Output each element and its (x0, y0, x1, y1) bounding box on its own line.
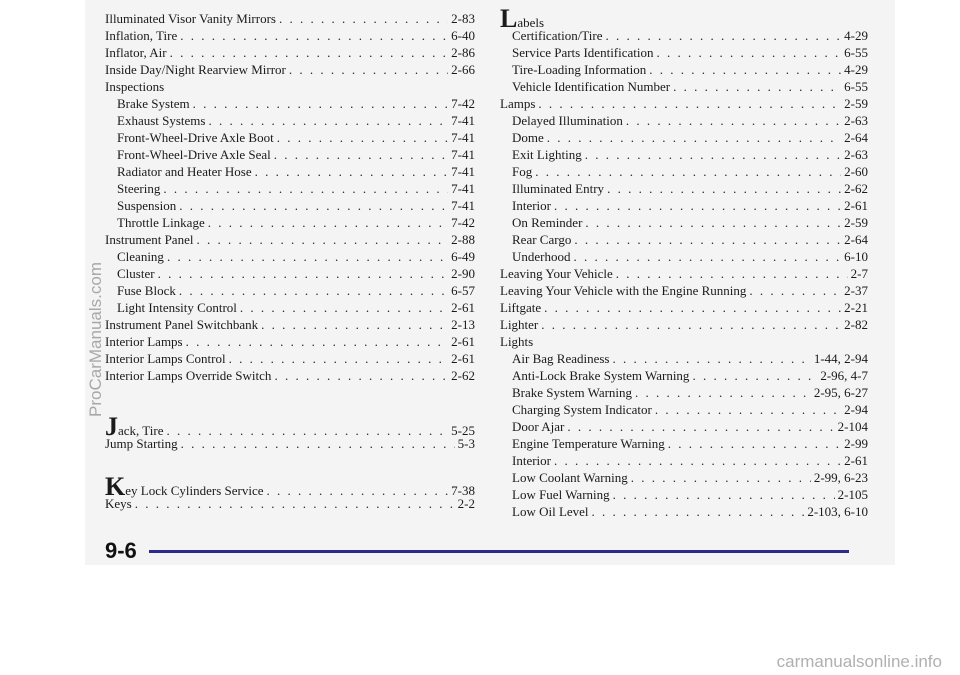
leader-dots (180, 27, 448, 44)
entry-text: Vehicle Identification Number (512, 79, 671, 94)
index-subentry (500, 44, 868, 61)
leader-dots (692, 367, 817, 384)
index-subentry (500, 350, 868, 367)
entry-text: Liftgate (500, 300, 542, 315)
index-column-left (105, 10, 475, 512)
leader-dots (547, 129, 841, 146)
index-subentry (500, 401, 868, 418)
entry-text: Light Intensity Control (117, 300, 237, 315)
entry-page: 2-64 (844, 130, 868, 145)
index-subentry (105, 299, 475, 316)
entry-page: 2-2 (457, 496, 475, 511)
entry-text: Inflation, Tire (105, 28, 178, 43)
entry-text: Illuminated Entry (512, 181, 605, 196)
bottom-watermark: carmanualsonline.info (776, 652, 942, 671)
entry-page: 5-3 (457, 436, 475, 451)
leader-dots (229, 350, 449, 367)
entry-page: 2-66 (451, 62, 475, 77)
entry-page: 6-57 (451, 283, 475, 298)
section-initial: J (105, 412, 118, 441)
leader-dots (167, 248, 448, 265)
leader-dots (592, 503, 805, 520)
entry-page: 7-41 (451, 198, 475, 213)
entry-text: Interior (512, 198, 551, 213)
leader-dots (649, 61, 841, 78)
leader-dots (186, 333, 449, 350)
leader-dots (240, 299, 448, 316)
entry-text: Anti-Lock Brake System Warning (512, 368, 690, 383)
index-heading: Lights (500, 334, 534, 349)
leader-dots (208, 112, 448, 129)
entry-page: 2-61 (451, 300, 475, 315)
index-entry (500, 316, 868, 333)
leader-dots (554, 452, 841, 469)
entry-text: Lamps (500, 96, 536, 111)
section-heading-l (500, 4, 868, 33)
leader-dots (158, 265, 449, 282)
index-subentry (500, 367, 868, 384)
footer-rule (149, 550, 849, 553)
leader-dots (567, 418, 834, 435)
index-subentry (500, 214, 868, 231)
index-subentry (105, 180, 475, 197)
leader-dots (673, 78, 841, 95)
entry-page: 2-94 (844, 402, 868, 417)
entry-page: 2-86 (451, 45, 475, 60)
entry-page: 7-41 (451, 181, 475, 196)
leader-dots (179, 197, 448, 214)
index-entry (105, 367, 475, 384)
index-subentry (105, 265, 475, 282)
leader-dots (181, 435, 455, 452)
leader-dots (538, 95, 841, 112)
entry-text: Inside Day/Night Rearview Mirror (105, 62, 286, 77)
entry-page: 2-37 (844, 283, 868, 298)
entry-page: 6-55 (844, 45, 868, 60)
entry-page: 2-105 (837, 487, 868, 502)
section-gap (105, 384, 475, 418)
index-subentry (500, 27, 868, 44)
entry-page: 2-99 (844, 436, 868, 451)
leader-dots (585, 146, 841, 163)
leader-dots (193, 95, 449, 112)
index-entry (105, 472, 475, 501)
entry-text: Interior Lamps Control (105, 351, 226, 366)
entry-page: 4-29 (844, 28, 868, 43)
leader-dots (261, 316, 448, 333)
index-subentry (500, 231, 868, 248)
entry-page: 2-13 (451, 317, 475, 332)
entry-text: Steering (117, 181, 161, 196)
leader-dots (606, 27, 842, 44)
entry-text: On Reminder (512, 215, 583, 230)
index-entry (500, 265, 868, 282)
index-subentry (105, 248, 475, 265)
entry-page: 2-7 (850, 266, 868, 281)
entry-page: 2-90 (451, 266, 475, 281)
index-subentry (500, 503, 868, 520)
leader-dots (208, 214, 448, 231)
leader-dots (574, 248, 842, 265)
leader-dots (585, 214, 841, 231)
entry-text: Throttle Linkage (117, 215, 205, 230)
leader-dots (255, 163, 449, 180)
entry-page: 2-82 (844, 317, 868, 332)
index-column-right (500, 4, 868, 520)
entry-text: Underhood (512, 249, 571, 264)
entry-text: Front-Wheel-Drive Axle Boot (117, 130, 274, 145)
entry-page: 6-10 (844, 249, 868, 264)
index-subentry (500, 163, 868, 180)
index-subentry (105, 282, 475, 299)
index-entry (500, 299, 868, 316)
entry-text: ack, Tire (118, 423, 164, 438)
entry-page: 2-62 (451, 368, 475, 383)
entry-text: Rear Cargo (512, 232, 572, 247)
section-gap (105, 452, 475, 478)
entry-page: 6-55 (844, 79, 868, 94)
leader-dots (631, 469, 811, 486)
entry-page: 2-104 (837, 419, 868, 434)
leader-dots (170, 44, 449, 61)
index-entry (105, 44, 475, 61)
index-subentry (105, 112, 475, 129)
section-initial: L (500, 4, 518, 33)
entry-page: 2-95, 6-27 (813, 385, 868, 400)
index-entry (105, 495, 475, 512)
entry-page: 5-25 (451, 423, 475, 438)
entry-text: Jump Starting (105, 436, 178, 451)
leader-dots (607, 180, 841, 197)
index-subentry (500, 146, 868, 163)
index-entry (105, 61, 475, 78)
index-subentry (500, 469, 868, 486)
entry-page: 2-61 (844, 198, 868, 213)
side-watermark: ProCarManuals.com (86, 262, 105, 417)
index-subentry (500, 452, 868, 469)
index-subentry (500, 78, 868, 95)
index-entry (105, 231, 475, 248)
leader-dots (613, 486, 835, 503)
leader-dots (274, 367, 448, 384)
entry-text: Instrument Panel (105, 232, 194, 247)
entry-page: 2-64 (844, 232, 868, 247)
index-entry (105, 27, 475, 44)
entry-text: Dome (512, 130, 544, 145)
index-subentry (500, 180, 868, 197)
entry-text: Inflator, Air (105, 45, 167, 60)
index-subentry (500, 129, 868, 146)
entry-text: Low Oil Level (512, 504, 589, 519)
index-entry (105, 412, 475, 441)
entry-text: Service Parts Identification (512, 45, 654, 60)
leader-dots (279, 10, 448, 27)
entry-page: 6-40 (451, 28, 475, 43)
leader-dots (616, 265, 848, 282)
index-subentry (105, 146, 475, 163)
index-subentry (105, 163, 475, 180)
entry-text: Exhaust Systems (117, 113, 206, 128)
entry-text: Radiator and Heater Hose (117, 164, 252, 179)
entry-page: 7-41 (451, 147, 475, 162)
index-subentry (500, 61, 868, 78)
entry-page: 7-42 (451, 96, 475, 111)
entry-page: 2-59 (844, 215, 868, 230)
index-subentry (105, 197, 475, 214)
index-entry (500, 282, 868, 299)
leader-dots (277, 129, 448, 146)
leader-dots (535, 163, 841, 180)
entry-page: 2-21 (844, 300, 868, 315)
entry-page: 2-103, 6-10 (807, 504, 868, 519)
entry-page: 2-61 (451, 334, 475, 349)
entry-text: Leaving Your Vehicle (500, 266, 613, 281)
entry-page: 2-61 (451, 351, 475, 366)
entry-text: Suspension (117, 198, 177, 213)
entry-text: Leaving Your Vehicle with the Engine Running (500, 283, 747, 298)
entry-page: 7-41 (451, 130, 475, 145)
leader-dots (574, 231, 841, 248)
index-subentry (105, 95, 475, 112)
entry-page: 2-63 (844, 147, 868, 162)
leader-dots (544, 299, 841, 316)
entry-page: 7-41 (451, 164, 475, 179)
entry-page: 2-59 (844, 96, 868, 111)
entry-page: 1-44, 2-94 (813, 351, 868, 366)
entry-text: Instrument Panel Switchbank (105, 317, 259, 332)
leader-dots (626, 112, 841, 129)
entry-text: Tire-Loading Information (512, 62, 647, 77)
entry-text: Fog (512, 164, 533, 179)
entry-text: Fuse Block (117, 283, 176, 298)
leader-dots (196, 231, 448, 248)
entry-page: 7-41 (451, 113, 475, 128)
entry-text: Interior (512, 453, 551, 468)
page-footer (105, 538, 849, 564)
entry-page: 2-60 (844, 164, 868, 179)
leader-dots (163, 180, 448, 197)
entry-text: Door Ajar (512, 419, 565, 434)
entry-text: Brake System Warning (512, 385, 633, 400)
entry-text: Delayed Illumination (512, 113, 623, 128)
index-entry (105, 10, 475, 27)
index-entry (105, 435, 475, 452)
entry-text: Cluster (117, 266, 155, 281)
index-entry (105, 350, 475, 367)
entry-text: Keys (105, 496, 132, 511)
entry-page: 7-42 (451, 215, 475, 230)
entry-text: Brake System (117, 96, 190, 111)
entry-page: 2-96, 4-7 (820, 368, 868, 383)
leader-dots (274, 146, 448, 163)
leader-dots (668, 435, 841, 452)
index-entry (500, 95, 868, 112)
entry-page: 4-29 (844, 62, 868, 77)
leader-dots (657, 44, 842, 61)
leader-dots (749, 282, 841, 299)
index-entry (105, 333, 475, 350)
section-initial: K (105, 472, 126, 501)
entry-text: Front-Wheel-Drive Axle Seal (117, 147, 271, 162)
leader-dots (179, 282, 448, 299)
entry-page: 7-38 (451, 483, 475, 498)
index-subentry (500, 435, 868, 452)
entry-page: 2-63 (844, 113, 868, 128)
entry-page: 2-61 (844, 453, 868, 468)
entry-page: 2-88 (451, 232, 475, 247)
leader-dots (655, 401, 841, 418)
page-number: 9-6 (105, 538, 137, 563)
section-heading-text: abels (517, 15, 545, 30)
index-subentry (500, 112, 868, 129)
index-subentry (500, 248, 868, 265)
leader-dots (541, 316, 841, 333)
leader-dots (554, 197, 841, 214)
index-subentry (105, 214, 475, 231)
index-subentry (500, 418, 868, 435)
index-subentry (500, 486, 868, 503)
entry-text: Lighter (500, 317, 539, 332)
entry-text: Air Bag Readiness (512, 351, 610, 366)
index-heading: Inspections (105, 79, 165, 94)
entry-text: Illuminated Visor Vanity Mirrors (105, 11, 276, 26)
entry-text: Engine Temperature Warning (512, 436, 665, 451)
entry-text: Low Fuel Warning (512, 487, 610, 502)
entry-text: ey Lock Cylinders Service (125, 483, 264, 498)
leader-dots (289, 61, 448, 78)
leader-dots (135, 495, 455, 512)
entry-text: Exit Lighting (512, 147, 582, 162)
entry-text: Certification/Tire (512, 28, 603, 43)
leader-dots (635, 384, 811, 401)
index-subentry (500, 197, 868, 214)
index-subentry (105, 129, 475, 146)
entry-text: Interior Lamps Override Switch (105, 368, 272, 383)
entry-text: Low Coolant Warning (512, 470, 628, 485)
entry-page: 2-83 (451, 11, 475, 26)
entry-text: Charging System Indicator (512, 402, 652, 417)
entry-page: 2-99, 6-23 (813, 470, 868, 485)
entry-page: 6-49 (451, 249, 475, 264)
index-subentry (500, 384, 868, 401)
index-entry (105, 316, 475, 333)
entry-text: Cleaning (117, 249, 164, 264)
entry-page: 2-62 (844, 181, 868, 196)
entry-text: Interior Lamps (105, 334, 183, 349)
leader-dots (612, 350, 810, 367)
